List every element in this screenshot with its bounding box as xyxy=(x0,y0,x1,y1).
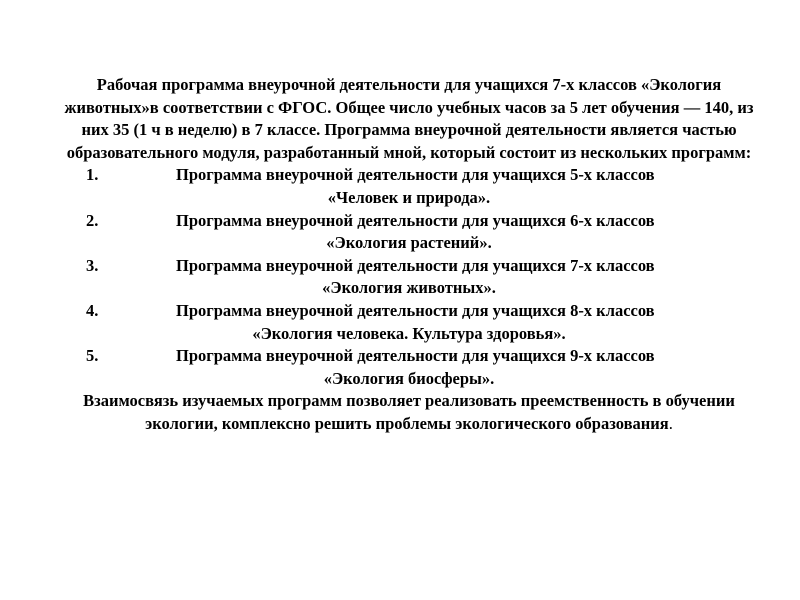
conclusion-paragraph xyxy=(58,390,760,435)
program-description: Программа внеурочной деятельности для учащихся 6-х классов xyxy=(176,210,655,230)
program-title: «Экология человека. Культура здоровья». xyxy=(252,323,566,343)
program-item xyxy=(58,210,760,255)
program-title: «Экология растений». xyxy=(326,233,492,253)
conclusion-text: Взаимосвязь изучаемых программ позволяет реализовать преемственность в обучении экологии, комплексно решить проблемы экологического образования xyxy=(83,391,735,433)
program-description: Программа внеурочной деятельности для учащихся 5-х классов xyxy=(176,165,655,185)
program-item xyxy=(58,255,760,300)
program-item xyxy=(58,164,760,209)
slide-text xyxy=(58,74,760,436)
program-number: 1. xyxy=(86,165,99,185)
program-description: Программа внеурочной деятельности для учащихся 7-х классов xyxy=(176,255,655,275)
intro-paragraph: Рабочая программа внеурочной деятельности для учащихся 7-х классов «Экология животных»в соответствии с ФГОС. Общее число учебных часов за 5 лет обучения — 140, из них 35 (1 ч в неделю) в 7 классе. Программа внеурочной деятельности является частью образовательного модуля, разработанный мной, который состоит из нескольких программ: xyxy=(64,75,754,162)
program-description: Программа внеурочной деятельности для учащихся 8-х классов xyxy=(176,300,655,320)
program-item xyxy=(58,300,760,345)
program-list xyxy=(58,164,760,390)
program-description: Программа внеурочной деятельности для учащихся 9-х классов xyxy=(176,346,655,366)
program-title: «Экология животных». xyxy=(322,278,496,298)
program-title: «Человек и природа». xyxy=(327,187,491,207)
program-number: 3. xyxy=(86,255,99,275)
program-item xyxy=(58,345,760,390)
program-title: «Экология биосферы». xyxy=(323,368,495,388)
program-number: 4. xyxy=(86,300,99,320)
program-number: 5. xyxy=(86,346,99,366)
conclusion-period: . xyxy=(668,413,673,433)
program-number: 2. xyxy=(86,210,99,230)
